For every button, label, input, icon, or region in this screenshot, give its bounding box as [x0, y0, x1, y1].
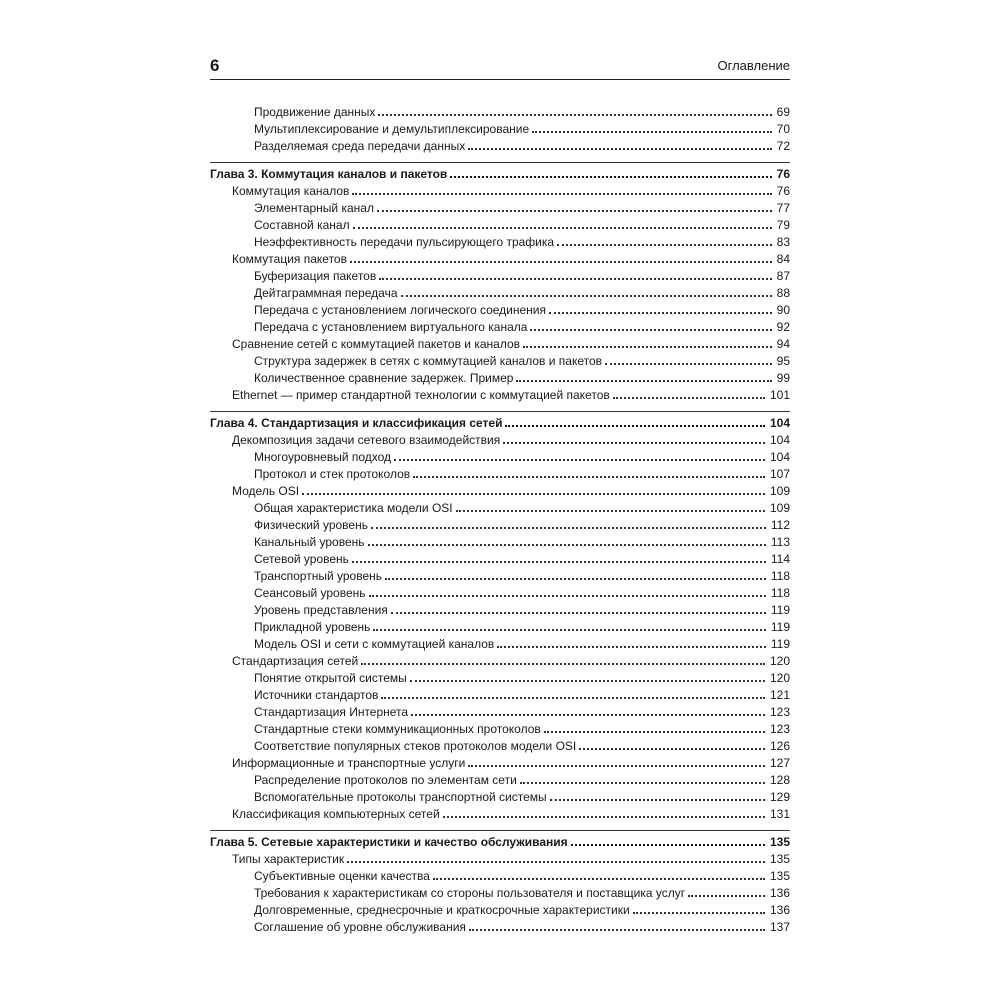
toc-subsection[interactable] [210, 352, 790, 369]
toc-subsection[interactable] [210, 284, 790, 301]
toc-subsection[interactable] [210, 771, 790, 788]
running-title: Оглавление [717, 58, 790, 73]
toc-entry-page: 135 [767, 869, 790, 884]
dot-leader [368, 544, 766, 546]
dot-leader [353, 227, 772, 229]
dot-leader [516, 380, 771, 382]
toc-subsection[interactable] [210, 516, 790, 533]
page-header [210, 56, 790, 78]
toc-subsection[interactable] [210, 199, 790, 216]
toc-entry-page: 128 [767, 773, 790, 788]
chapter-rule [210, 162, 790, 163]
toc-entry-page: 120 [767, 671, 790, 686]
table-of-contents [210, 103, 790, 935]
toc-entry-page: 104 [767, 433, 790, 448]
dot-leader [352, 561, 766, 563]
toc-entry-page: 95 [774, 354, 790, 369]
toc-entry-page: 118 [768, 569, 790, 584]
toc-entry-title: Источники стандартов [254, 688, 381, 703]
toc-subsection[interactable] [210, 267, 790, 284]
dot-leader [381, 697, 765, 699]
toc-entry-page: 69 [774, 105, 790, 120]
toc-entry-page: 90 [774, 303, 790, 318]
dot-leader [530, 329, 771, 331]
toc-entry-title: Глава 3. Коммутация каналов и пакетов [210, 167, 450, 182]
toc-subsection[interactable] [210, 601, 790, 618]
toc-entry-title: Понятие открытой системы [254, 671, 410, 686]
toc-subsection[interactable] [210, 918, 790, 935]
dot-leader [378, 114, 771, 116]
toc-entry-title: Соответствие популярных стеков протоколов модели OSI [254, 739, 579, 754]
toc-section[interactable] [210, 431, 790, 448]
toc-subsection[interactable] [210, 635, 790, 652]
toc-entry-title: Мультиплексирование и демультиплексирование [254, 122, 532, 137]
header-rule [210, 79, 790, 80]
toc-entry-title: Транспортный уровень [254, 569, 385, 584]
dot-leader [385, 578, 766, 580]
toc-subsection[interactable] [210, 533, 790, 550]
toc-subsection[interactable] [210, 233, 790, 250]
toc-entry-page: 101 [767, 388, 790, 403]
toc-entry-page: 131 [767, 807, 790, 822]
toc-entry-page: 76 [774, 184, 790, 199]
dot-leader [571, 844, 765, 846]
toc-entry-title: Глава 4. Стандартизация и классификация сетей [210, 416, 505, 431]
toc-entry-title: Дейтаграммная передача [254, 286, 401, 301]
toc-subsection[interactable] [210, 103, 790, 120]
toc-entry-title: Вспомогательные протоколы транспортной системы [254, 790, 550, 805]
toc-entry-title: Стандартные стеки коммуникационных протоколов [254, 722, 544, 737]
chapter-gap [210, 403, 790, 409]
dot-leader [544, 731, 765, 733]
dot-leader [503, 442, 765, 444]
toc-subsection[interactable] [210, 301, 790, 318]
dot-leader [394, 459, 765, 461]
toc-chapter[interactable] [210, 833, 790, 850]
chapter-rule [210, 411, 790, 412]
toc-entry-page: 119 [768, 620, 790, 635]
toc-entry-page: 107 [767, 467, 790, 482]
toc-entry-page: 104 [767, 450, 790, 465]
chapter-gap [210, 822, 790, 828]
toc-chapter[interactable] [210, 414, 790, 431]
dot-leader [433, 878, 765, 880]
dot-leader [605, 363, 772, 365]
toc-entry-title: Требования к характеристикам со стороны пользователя и поставщика услуг [254, 886, 688, 901]
toc-entry-title: Сетевой уровень [254, 552, 352, 567]
dot-leader [411, 714, 765, 716]
toc-entry-title: Распределение протоколов по элементам сети [254, 773, 520, 788]
toc-entry-title: Разделяемая среда передачи данных [254, 139, 468, 154]
toc-subsection[interactable] [210, 720, 790, 737]
toc-subsection[interactable] [210, 703, 790, 720]
toc-entry-title: Многоуровневый подход [254, 450, 394, 465]
toc-entry-title: Прикладной уровень [254, 620, 373, 635]
toc-section[interactable] [210, 335, 790, 352]
toc-subsection[interactable] [210, 216, 790, 233]
toc-entry-page: 114 [768, 552, 790, 567]
toc-entry-title: Модель OSI и сети с коммутацией каналов [254, 637, 497, 652]
toc-entry-title: Информационные и транспортные услуги [232, 756, 468, 771]
dot-leader [413, 476, 765, 478]
toc-section[interactable] [210, 182, 790, 199]
dot-leader [379, 278, 771, 280]
toc-entry-page: 92 [774, 320, 790, 335]
toc-entry-title: Неэффективность передачи пульсирующего трафика [254, 235, 557, 250]
toc-entry-title: Декомпозиция задачи сетевого взаимодействия [232, 433, 503, 448]
toc-entry-page: 77 [774, 201, 790, 216]
dot-leader [532, 131, 772, 133]
toc-entry-page: 119 [768, 603, 790, 618]
toc-subsection[interactable] [210, 120, 790, 137]
toc-subsection[interactable] [210, 867, 790, 884]
toc-entry-page: 72 [774, 139, 790, 154]
toc-entry-page: 76 [774, 167, 790, 182]
toc-subsection[interactable] [210, 499, 790, 516]
toc-subsection[interactable] [210, 737, 790, 754]
toc-entry-title: Модель OSI [232, 484, 302, 499]
toc-entry-title: Структура задержек в сетях с коммутацией каналов и пакетов [254, 354, 605, 369]
dot-leader [373, 629, 765, 631]
toc-section[interactable] [210, 850, 790, 867]
toc-entry-title: Физический уровень [254, 518, 371, 533]
toc-entry-title: Уровень представления [254, 603, 391, 618]
toc-entry-page: 70 [774, 122, 790, 137]
toc-entry-title: Стандартизация сетей [232, 654, 361, 669]
toc-entry-title: Протокол и стек протоколов [254, 467, 413, 482]
toc-entry-title: Долговременные, среднесрочные и краткосрочные характеристики [254, 903, 633, 918]
dot-leader [613, 397, 765, 399]
toc-entry-page: 127 [767, 756, 790, 771]
dot-leader [550, 799, 765, 801]
toc-entry-title: Количественное сравнение задержек. Пример [254, 371, 516, 386]
dot-leader [350, 261, 772, 263]
toc-entry-page: 99 [774, 371, 790, 386]
toc-chapter[interactable] [210, 165, 790, 182]
dot-leader [468, 148, 771, 150]
dot-leader [579, 748, 765, 750]
toc-entry-title: Стандартизация Интернета [254, 705, 411, 720]
toc-entry-page: 136 [767, 886, 790, 901]
dot-leader [468, 765, 765, 767]
toc-entry-page: 119 [768, 637, 790, 652]
toc-subsection[interactable] [210, 318, 790, 335]
dot-leader [456, 510, 765, 512]
toc-entry-page: 137 [767, 920, 790, 935]
toc-entry-title: Глава 5. Сетевые характеристики и качество обслуживания [210, 835, 571, 850]
toc-entry-page: 104 [767, 416, 790, 431]
toc-section[interactable] [210, 482, 790, 499]
toc-entry-title: Буферизация пакетов [254, 269, 379, 284]
dot-leader [361, 663, 765, 665]
toc-entry-title: Типы характеристик [232, 852, 347, 867]
dot-leader [688, 895, 765, 897]
toc-entry-title: Передача с установлением логического соединения [254, 303, 549, 318]
toc-entry-title: Продвижение данных [254, 105, 378, 120]
toc-section[interactable] [210, 805, 790, 822]
dot-leader [549, 312, 772, 314]
toc-entry-page: 94 [774, 337, 790, 352]
toc-subsection[interactable] [210, 550, 790, 567]
toc-entry-page: 120 [767, 654, 790, 669]
toc-entry-page: 121 [767, 688, 790, 703]
dot-leader [377, 210, 772, 212]
toc-entry-page: 88 [774, 286, 790, 301]
toc-subsection[interactable] [210, 686, 790, 703]
toc-entry-title: Передача с установлением виртуального канала [254, 320, 530, 335]
toc-entry-page: 135 [767, 835, 790, 850]
dot-leader [410, 680, 765, 682]
toc-entry-title: Канальный уровень [254, 535, 368, 550]
toc-entry-title: Коммутация пакетов [232, 252, 350, 267]
toc-entry-page: 123 [767, 705, 790, 720]
toc-entry-page: 123 [767, 722, 790, 737]
toc-entry-page: 84 [774, 252, 790, 267]
toc-entry-title: Сравнение сетей с коммутацией пакетов и каналов [232, 337, 523, 352]
dot-leader [371, 527, 766, 529]
toc-entry-page: 109 [767, 484, 790, 499]
chapter-rule [210, 830, 790, 831]
dot-leader [391, 612, 766, 614]
toc-subsection[interactable] [210, 137, 790, 154]
chapter-gap [210, 154, 790, 160]
toc-entry-page: 83 [774, 235, 790, 250]
dot-leader [505, 425, 764, 427]
toc-entry-title: Элементарный канал [254, 201, 377, 216]
toc-subsection[interactable] [210, 465, 790, 482]
dot-leader [469, 929, 765, 931]
toc-entry-title: Классификация компьютерных сетей [232, 807, 443, 822]
toc-entry-page: 118 [768, 586, 790, 601]
dot-leader [443, 816, 765, 818]
toc-subsection[interactable] [210, 884, 790, 901]
toc-entry-title: Составной канал [254, 218, 353, 233]
dot-leader [302, 493, 765, 495]
toc-entry-page: 129 [767, 790, 790, 805]
toc-section[interactable] [210, 250, 790, 267]
dot-leader [633, 912, 765, 914]
toc-subsection[interactable] [210, 618, 790, 635]
toc-entry-page: 126 [767, 739, 790, 754]
dot-leader [352, 193, 771, 195]
toc-entry-page: 79 [774, 218, 790, 233]
dot-leader [523, 346, 772, 348]
toc-subsection[interactable] [210, 584, 790, 601]
toc-subsection[interactable] [210, 669, 790, 686]
dot-leader [520, 782, 765, 784]
toc-entry-page: 113 [768, 535, 790, 550]
toc-entry-title: Ethernet — пример стандартной технологии с коммутацией пакетов [232, 388, 613, 403]
toc-section[interactable] [210, 386, 790, 403]
toc-subsection[interactable] [210, 788, 790, 805]
toc-entry-title: Соглашение об уровне обслуживания [254, 920, 469, 935]
toc-subsection[interactable] [210, 567, 790, 584]
toc-section[interactable] [210, 754, 790, 771]
dot-leader [401, 295, 772, 297]
toc-section[interactable] [210, 652, 790, 669]
toc-entry-title: Общая характеристика модели OSI [254, 501, 456, 516]
toc-subsection[interactable] [210, 369, 790, 386]
toc-entry-title: Сеансовый уровень [254, 586, 369, 601]
dot-leader [450, 176, 771, 178]
toc-entry-page: 135 [767, 852, 790, 867]
dot-leader [369, 595, 766, 597]
toc-entry-title: Коммутация каналов [232, 184, 352, 199]
toc-entry-page: 136 [767, 903, 790, 918]
toc-entry-page: 112 [768, 518, 790, 533]
toc-entry-page: 109 [767, 501, 790, 516]
toc-entry-title: Субъективные оценки качества [254, 869, 433, 884]
dot-leader [497, 646, 766, 648]
toc-subsection[interactable] [210, 901, 790, 918]
dot-leader [347, 861, 765, 863]
toc-subsection[interactable] [210, 448, 790, 465]
dot-leader [557, 244, 772, 246]
toc-entry-page: 87 [774, 269, 790, 284]
page-number: 6 [210, 56, 220, 75]
